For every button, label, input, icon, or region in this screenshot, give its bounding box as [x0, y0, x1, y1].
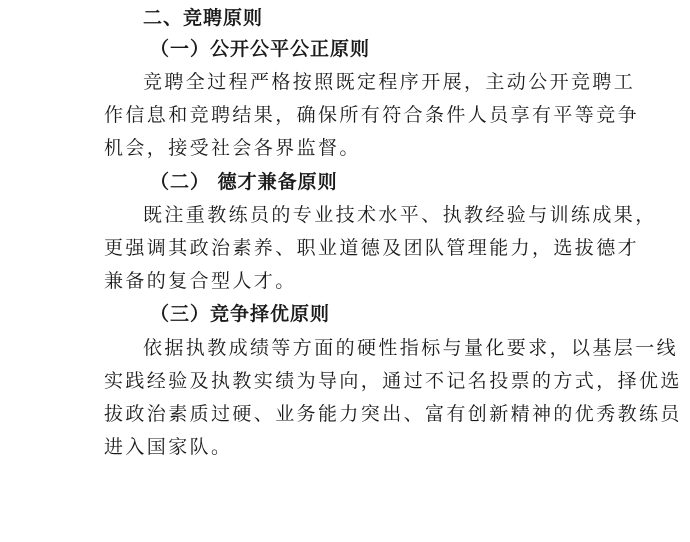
paragraph-line: 依据执教成绩等方面的硬性指标与量化要求，以基层一线 — [143, 337, 679, 359]
paragraph-line: 竞聘全过程严格按照既定程序开展，主动公开竞聘工 — [143, 71, 636, 93]
paragraph-line: 机会，接受社会各界监督。 — [104, 137, 361, 159]
paragraph-line: 更强调其政治素养、职业道德及团队管理能力，选拔德才 — [104, 237, 640, 259]
principle-title-2: （二） 德才兼备原则 — [150, 171, 338, 193]
paragraph-line: 作信息和竞聘结果，确保所有符合条件人员享有平等竞争 — [104, 104, 640, 126]
paragraph-line: 进入国家队。 — [104, 436, 233, 458]
paragraph-line: 兼备的复合型人才。 — [104, 270, 297, 292]
section-heading: 二、竞聘原则 — [143, 7, 264, 29]
paragraph-line: 既注重教练员的专业技术水平、执教经验与训练成果， — [143, 204, 657, 226]
paragraph-line: 拔政治素质过硬、业务能力突出、富有创新精神的优秀教练员 — [104, 403, 682, 425]
principle-title-3: （三）竞争择优原则 — [150, 303, 331, 325]
paragraph-line: 实践经验及执教实绩为导向，通过不记名投票的方式，择优选 — [104, 370, 682, 392]
principle-title-1: （一）公开公平公正原则 — [150, 38, 371, 60]
